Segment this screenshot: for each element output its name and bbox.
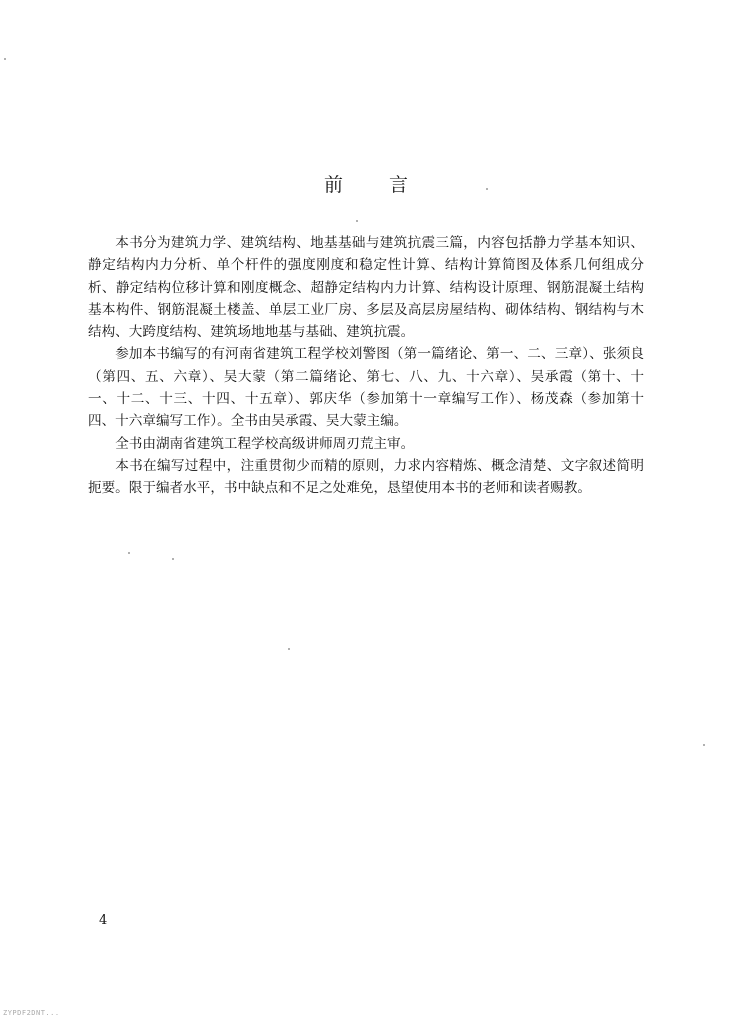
title-char-2: 言 [389,174,409,196]
scan-speck [4,58,6,60]
preface-body [88,232,644,500]
scan-watermark: ZYPDF2DNT... [3,1009,60,1017]
scan-speck [356,220,358,222]
scan-speck [288,648,290,650]
paragraph-authors: 参加本书编写的有河南省建筑工程学校刘警图（第一篇绪论、第一、二、三章）、张须良（第四、五、六章）、吴大蒙（第二篇绪论、第七、八、九、十六章）、吴承霞（第十、十一、十二、十三、十四、十五章）、郭庆华（参加第十一章编写工作）、杨茂森（参加第十四、十六章编写工作）。全书由吴承霞、吴大蒙主编。 [88,346,644,430]
scan-speck [703,744,705,746]
scan-speck [486,188,488,190]
scan-speck [128,552,130,554]
paragraph-reviewer: 全书由湖南省建筑工程学校高级讲师周刃荒主审。 [115,435,415,452]
title-char-1: 前 [323,174,343,196]
page-title [0,170,732,197]
paragraph-scope: 本书分为建筑力学、建筑结构、地基基础与建筑抗震三篇，内容包括静力学基本知识、静定结构内力分析、单个杆件的强度刚度和稳定性计算、结构计算简图及体系几何组成分析、静定结构位移计算和刚度概念、超静定结构内力计算、结构设计原理、钢筋混凝土结构基本构件、钢筋混凝土楼盖、单层工业厂房、多层及高层房屋结构、砌体结构、钢结构与木结构、大跨度结构、建筑场地地基与基础、建筑抗震。 [88,235,644,341]
scan-speck [172,558,174,560]
page-number: 4 [99,913,108,928]
paragraph-acknowledgement: 本书在编写过程中，注重贯彻少而精的原则，力求内容精炼、概念清楚、文字叙述简明扼要。限于编者水平，书中缺点和不足之处难免，恳望使用本书的老师和读者赐教。 [88,457,644,497]
